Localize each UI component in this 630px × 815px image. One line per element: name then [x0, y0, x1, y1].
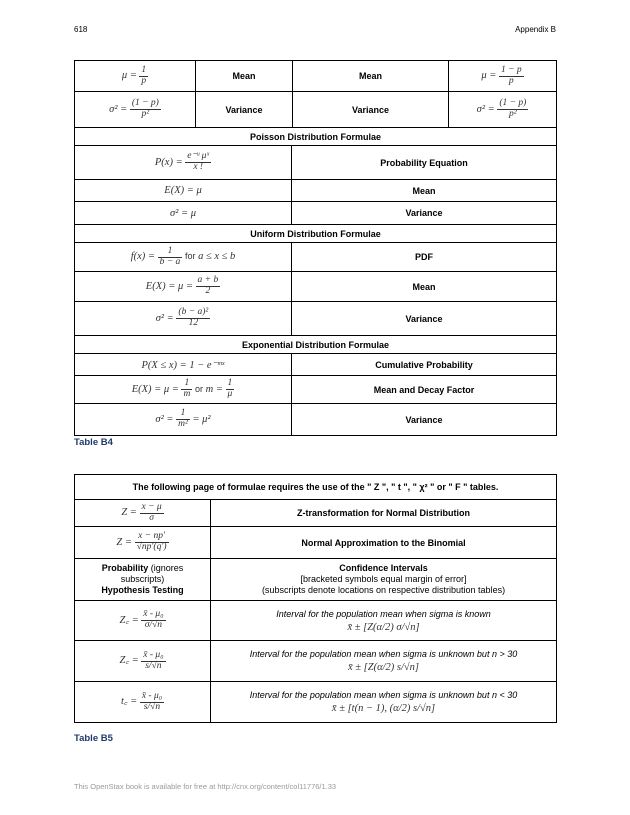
section-title-uniform: Uniform Distribution Formulae	[75, 225, 557, 243]
formula-cell: Z = $\frac{x - np'}{√np'(q')}$	[75, 527, 211, 559]
table-caption-b5: Table B5	[74, 733, 113, 744]
table-row	[75, 202, 557, 225]
intro-text: The following page of formulae requires the use of the " Z ", " t ", " χ² " or " F " tables.	[75, 475, 557, 500]
formula-cell: E(X) = μ = $\frac{a + b}{2}$	[75, 272, 292, 302]
formula-cell: σ² = $\frac{(1 - p)}{\text{p²}}$	[75, 92, 196, 128]
formula-cell: f(x) = $\frac{1}{b - a}$ for a ≤ x ≤ b	[75, 243, 292, 272]
formula-cell: t꜀ = $\frac{\text{x̄ - μ₀}}{s/√n}$	[75, 682, 211, 723]
label-cell: Normal Approximation to the Binomial	[211, 527, 557, 559]
label-cell: Mean	[196, 61, 293, 92]
formula-cell: P(X ≤ x) = 1 − e⁻ᵐˣ	[75, 354, 292, 376]
label-cell: Mean	[293, 61, 449, 92]
table-row	[75, 272, 557, 302]
label-cell: Variance	[292, 302, 557, 336]
table-row	[75, 500, 557, 527]
label-cell: Cumulative Probability	[292, 354, 557, 376]
header-cell-right: Confidence Intervals [bracketed symbols equal margin of error] (subscripts denote locations on respective distribution tables)	[211, 559, 557, 601]
label-cell: Variance	[196, 92, 293, 128]
formula-cell: σ² = μ	[75, 202, 292, 225]
table-row	[75, 641, 557, 682]
table-row	[75, 92, 557, 128]
table-row	[75, 302, 557, 336]
formula-cell: σ² = $\frac{\text{(b − a)²}}{12}$	[75, 302, 292, 336]
formula-cell: σ² = $\frac{(1 - p)}{\text{p²}}$	[449, 92, 557, 128]
table-row	[75, 180, 557, 202]
section-title-poisson: Poisson Distribution Formulae	[75, 128, 557, 146]
ci-description: Interval for the population mean when sigma is unknown but n > 30	[249, 649, 518, 659]
page-number: 618	[74, 25, 88, 34]
section-title-exponential: Exponential Distribution Formulae	[75, 336, 557, 354]
ci-formula: x̄ ± [Z(α/2) s/√n]	[348, 662, 419, 673]
formula-cell: P(x) = $\frac{\text{e⁻ᵘ μˣ}}{x !}$	[75, 146, 292, 180]
label-cell: Variance	[293, 92, 449, 128]
footer-note: This OpenStax book is available for free at http://cnx.org/content/col11776/1.33	[74, 782, 337, 791]
formula-cell: σ² = $\frac{1}{\text{m²}}$ = μ²	[75, 404, 292, 436]
table-row	[75, 404, 557, 436]
ci-cell	[211, 682, 557, 723]
table-caption-b4: Table B4	[74, 437, 113, 448]
ci-description: Interval for the population mean when sigma is unknown but n < 30	[249, 690, 518, 700]
label-cell: Mean	[292, 272, 557, 302]
table-b4	[74, 60, 557, 128]
formula-cell: E(X) = μ	[75, 180, 292, 202]
ci-description: Interval for the population mean when sigma is known	[276, 608, 491, 619]
table-row	[75, 354, 557, 376]
formula-cell: μ = $\frac{1}{p}$	[75, 61, 196, 92]
table-row	[75, 61, 557, 92]
label-cell: Probability Equation	[292, 146, 557, 180]
label-cell: Mean	[292, 180, 557, 202]
label-cell: PDF	[292, 243, 557, 272]
ci-formula: x̄ ± [t(n − 1), (α/2) s/√n]	[331, 703, 436, 714]
header-cell-left: Probability (ignores subscripts) Hypothesis Testing	[75, 559, 211, 601]
ci-cell	[211, 641, 557, 682]
formula-cell: Z꜀ = $\frac{\text{x̄ - μ₀}}{\sigma/√n}$	[75, 601, 211, 641]
formula-cell: E(X) = μ = $\frac{1}{m}$ or m = $\frac{1}{\mu}$	[75, 376, 292, 404]
table-b5	[74, 474, 557, 723]
label-cell: Variance	[292, 404, 557, 436]
table-b4-continued	[74, 127, 557, 436]
section-title: Appendix B	[515, 25, 556, 34]
table-row	[75, 243, 557, 272]
formula-cell: μ = $\frac{1 - p}{p}$	[449, 61, 557, 92]
table-row	[75, 601, 557, 641]
ci-cell	[211, 601, 557, 641]
formula-cell: Z = $\frac{x - \mu}{\sigma}$	[75, 500, 211, 527]
table-row	[75, 376, 557, 404]
table-row	[75, 527, 557, 559]
label-cell: Z-transformation for Normal Distribution	[211, 500, 557, 527]
table-row	[75, 146, 557, 180]
label-cell: Mean and Decay Factor	[292, 376, 557, 404]
table-row	[75, 559, 557, 601]
label-cell: Variance	[292, 202, 557, 225]
ci-formula: x̄ ± [Z(α/2) σ/√n]	[347, 621, 420, 633]
formula-cell: Z꜀ = $\frac{\text{x̄ - μ₀}}{s/√n}$	[75, 641, 211, 682]
table-row	[75, 682, 557, 723]
